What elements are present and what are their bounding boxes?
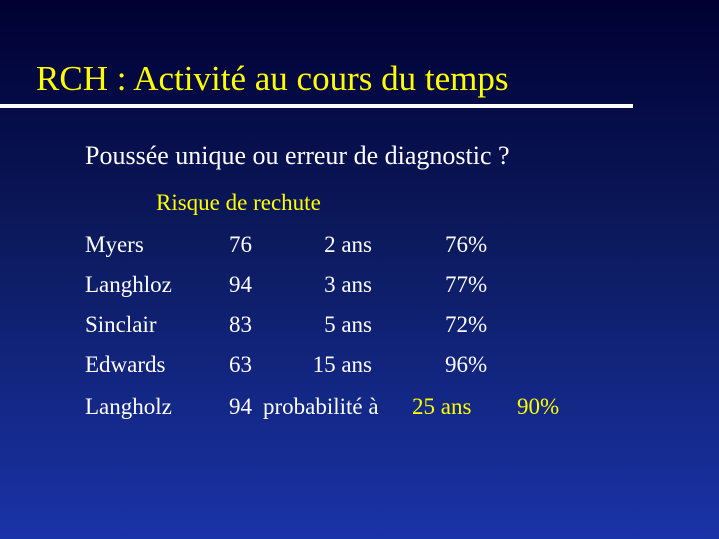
row-risk: 72% (445, 312, 488, 337)
row-duration: 15 ans (312, 352, 372, 377)
table-heading: Risque de rechute (156, 190, 321, 215)
row-author: Edwards (85, 352, 166, 377)
row-duration: 3 ans (324, 272, 372, 297)
row-duration: 5 ans (324, 312, 372, 337)
row-author: Myers (85, 232, 144, 257)
row-risk: 76% (445, 232, 488, 257)
row-count: 63 (229, 352, 252, 377)
slide-title: RCH : Activité au cours du temps (36, 59, 509, 98)
row-duration: 2 ans (324, 232, 372, 257)
row-risk: 77% (445, 272, 488, 297)
row-count: 94 (229, 272, 252, 297)
slide-subtitle: Poussée unique ou erreur de diagnostic ? (85, 141, 510, 170)
row-author: Sinclair (85, 312, 157, 337)
row-risk-highlight: 90% (517, 394, 560, 419)
row-author: Langholz (85, 394, 172, 419)
row-count: 94 (229, 394, 252, 419)
row-count: 76 (229, 232, 252, 257)
row-risk: 96% (445, 352, 488, 377)
row-count: 83 (229, 312, 252, 337)
title-underline (0, 104, 633, 108)
row-probability-label: probabilité à (263, 394, 379, 419)
row-author: Langhloz (85, 272, 172, 297)
row-duration-highlight: 25 ans (412, 394, 472, 419)
